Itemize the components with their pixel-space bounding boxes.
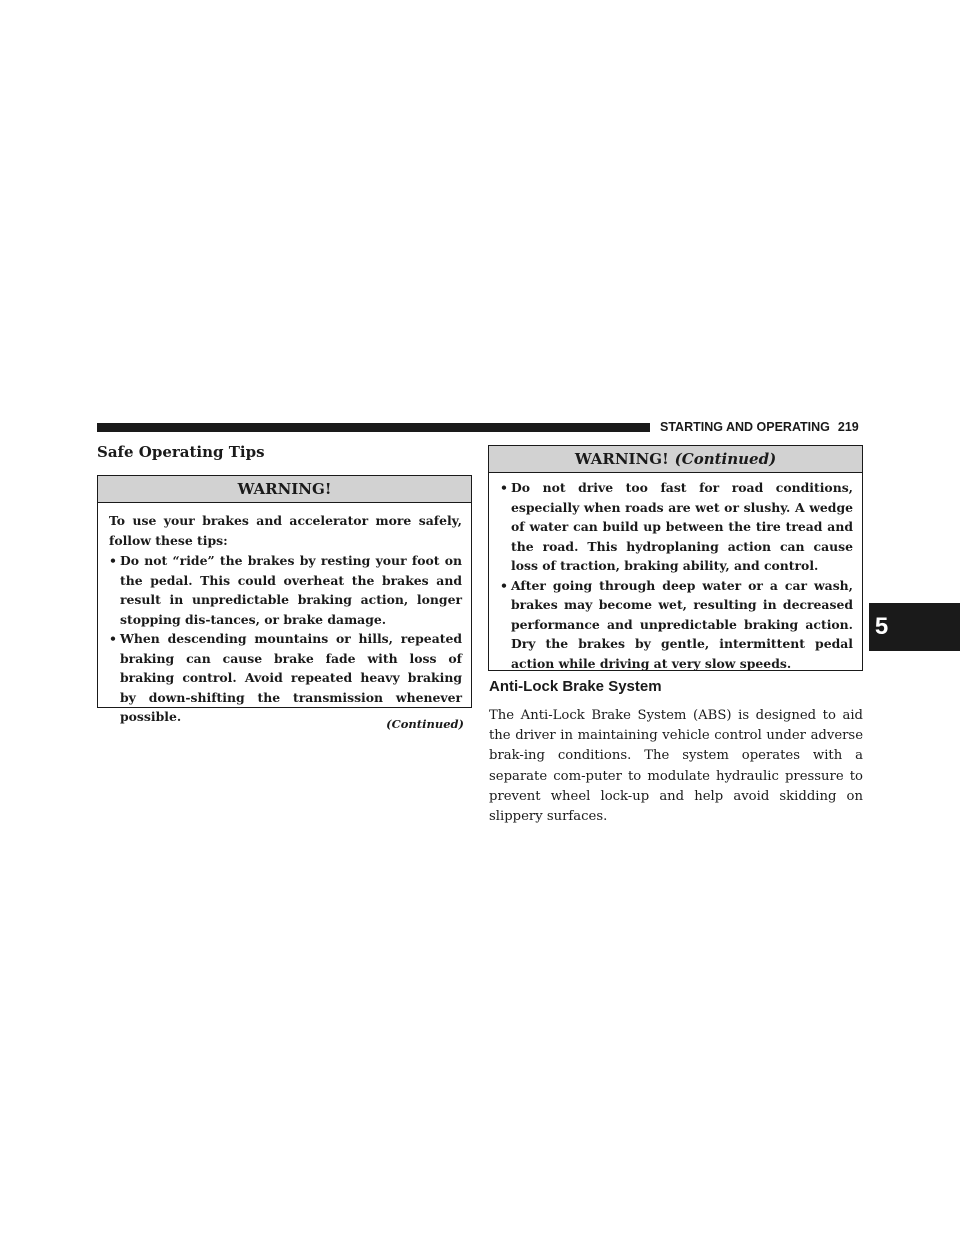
warning-body <box>98 503 471 727</box>
warning-heading-continued: WARNING! (Continued) <box>489 446 862 473</box>
running-header <box>660 419 865 435</box>
section-title: Safe Operating Tips <box>97 443 265 461</box>
warning-intro: To use your brakes and accelerator more safely, follow these tips: <box>109 513 462 548</box>
warning-bullet: • After going through deep water or a car wash, brakes may become wet, resulting in decreased performance and unpredictable braking action. Dry the brakes by gentle, intermittent pedal action while driving at very slow speeds. <box>500 576 853 674</box>
warning-list <box>109 551 462 727</box>
warning-bullet: • Do not drive too fast for road conditions, especially when roads are wet or slushy. A wedge of water can build up between the tire tread and the road. This hydroplaning action can cause loss of traction, braking ability, and control. <box>500 478 853 576</box>
warning-body <box>489 473 862 673</box>
warning-continued-label: (Continued) <box>674 450 777 468</box>
warning-box-right <box>488 445 863 671</box>
header-rule <box>97 423 650 432</box>
chapter-tab: 5 <box>869 603 960 651</box>
body-paragraph: The Anti-Lock Brake System (ABS) is designed to aid the driver in maintaining vehicle control under adverse brak-ing conditions. The system operates with a separate com-puter to modulate hydraulic pressure to prevent wheel lock-up and help avoid skidding on slippery surfaces. <box>489 708 863 825</box>
warning-bullet: • Do not “ride” the brakes by resting your foot on the pedal. This could overheat the brakes and result in unpredictable braking action, longer stopping dis-tances, or brake damage. <box>109 551 462 629</box>
subsection-heading: Anti-Lock Brake System <box>489 678 662 695</box>
page-number: 219 <box>837 420 859 434</box>
continued-note: (Continued) <box>386 717 464 731</box>
warning-list <box>500 478 853 673</box>
warning-bullet: • When descending mountains or hills, repeated braking can cause brake fade with loss of braking control. Avoid repeated heavy braking by down-shifting the transmission whenever possible. <box>109 629 462 727</box>
header-section-title: STARTING AND OPERATING <box>660 420 830 434</box>
warning-heading: WARNING! <box>98 476 471 503</box>
